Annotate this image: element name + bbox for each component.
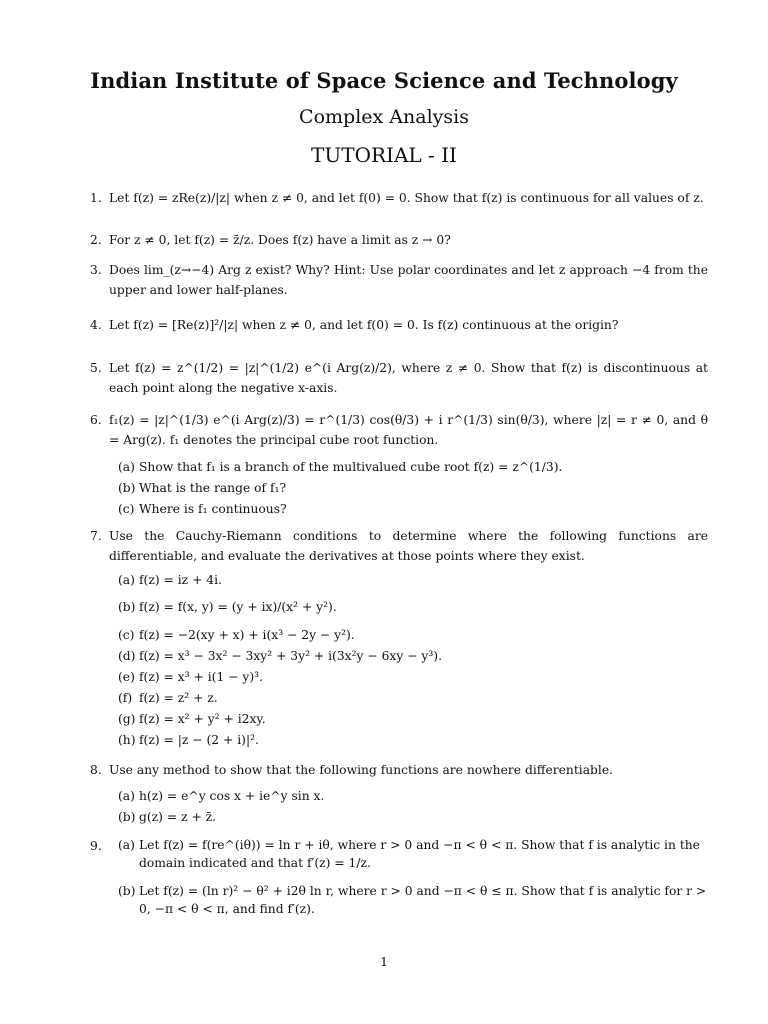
problem-7-part-e bbox=[118, 668, 708, 686]
part-text: f(z) = x³ + i(1 − y)³. bbox=[139, 670, 263, 684]
problem-text: Use the Cauchy-Riemann conditions to determine where the following functions are differentiable, and evaluate the derivatives at those points where they exist. bbox=[109, 529, 708, 563]
part-text: h(z) = e^y cos x + ie^y sin x. bbox=[139, 789, 325, 803]
course-title: Complex Analysis bbox=[299, 106, 469, 128]
part-text: Let f(z) = (ln r)² − θ² + i2θ ln r, where r > 0 and −π < θ ≤ π. Show that f is analytic for r > 0, −π < θ < π, and find f′(z). bbox=[139, 884, 707, 916]
problem-8-part-b bbox=[118, 808, 708, 826]
part-text: f(z) = z² + z. bbox=[139, 691, 218, 705]
problem-number: 2. bbox=[90, 233, 102, 247]
problem-7-part-b bbox=[118, 598, 708, 616]
problem-8 bbox=[90, 760, 708, 780]
part-text: g(z) = z + z̄. bbox=[139, 810, 217, 824]
problem-7-part-c bbox=[118, 626, 708, 644]
problem-7-part-f bbox=[118, 689, 708, 707]
institute-title: Indian Institute of Space Science and Technology bbox=[90, 68, 678, 93]
problem-3 bbox=[90, 260, 708, 300]
problem-7-part-a bbox=[118, 571, 708, 589]
page-number: 1 bbox=[380, 955, 388, 969]
part-label: (b) bbox=[118, 884, 136, 898]
tutorial-title: TUTORIAL - II bbox=[311, 143, 457, 167]
part-text: Let f(z) = f(re^(iθ)) = ln r + iθ, where r > 0 and −π < θ < π. Show that f is analytic in the domain indicated and that f′(z) = 1/z. bbox=[139, 838, 700, 870]
part-text: Where is f₁ continuous? bbox=[139, 502, 287, 516]
part-label: (b) bbox=[118, 600, 136, 614]
problem-number: 3. bbox=[90, 263, 102, 277]
part-text: f(z) = −2(xy + x) + i(x³ − 2y − y²). bbox=[139, 628, 355, 642]
problem-text: Does lim_(z→−4) Arg z exist? Why? Hint: Use polar coordinates and let z approach −4 from the upper and lower half-planes. bbox=[109, 263, 708, 297]
problem-text: Let f(z) = zRe(z)/|z| when z ≠ 0, and let f(0) = 0. Show that f(z) is continuous for all values of z. bbox=[109, 191, 704, 205]
problem-7-part-g bbox=[118, 710, 708, 728]
problem-6 bbox=[90, 410, 708, 450]
part-label: (c) bbox=[118, 628, 135, 642]
part-label: (a) bbox=[118, 789, 135, 803]
part-label: (a) bbox=[118, 838, 135, 852]
part-label: (a) bbox=[118, 460, 135, 474]
part-text: f(z) = f(x, y) = (y + ix)/(x² + y²). bbox=[139, 600, 337, 614]
part-label: (e) bbox=[118, 670, 135, 684]
problem-8-part-a bbox=[118, 787, 708, 805]
problem-7 bbox=[90, 526, 708, 566]
problem-7-part-h bbox=[118, 731, 708, 749]
part-text: f(z) = |z − (2 + i)|². bbox=[139, 733, 259, 747]
part-label: (b) bbox=[118, 810, 136, 824]
problem-number: 6. bbox=[90, 413, 102, 427]
problem-text: f₁(z) = |z|^(1/3) e^(i Arg(z)/3) = r^(1/3) cos(θ/3) + i r^(1/3) sin(θ/3), where |z| = r ≠ 0, and θ = Arg(z). f₁ denotes the principal cube root function. bbox=[109, 413, 708, 447]
part-text: f(z) = x³ − 3x² − 3xy² + 3y² + i(3x²y − 6xy − y³). bbox=[139, 649, 443, 663]
problem-text: Let f(z) = [Re(z)]²/|z| when z ≠ 0, and let f(0) = 0. Is f(z) continuous at the origin? bbox=[109, 318, 619, 332]
problem-number: 1. bbox=[90, 191, 102, 205]
problem-9-part-a bbox=[118, 836, 708, 872]
problem-number: 5. bbox=[90, 361, 102, 375]
problem-number: 7. bbox=[90, 529, 102, 543]
problem-2 bbox=[90, 230, 708, 250]
problem-5 bbox=[90, 358, 708, 398]
problem-text: Use any method to show that the following functions are nowhere differentiable. bbox=[109, 763, 614, 777]
problem-6-part-c bbox=[118, 500, 708, 518]
part-text: Show that f₁ is a branch of the multivalued cube root f(z) = z^(1/3). bbox=[139, 460, 563, 474]
problem-4 bbox=[90, 315, 708, 335]
part-text: What is the range of f₁? bbox=[139, 481, 287, 495]
part-label: (c) bbox=[118, 502, 135, 516]
problem-6-part-a bbox=[118, 458, 708, 476]
part-text: f(z) = x² + y² + i2xy. bbox=[139, 712, 266, 726]
problem-number: 9. bbox=[90, 839, 102, 853]
problem-7-part-d bbox=[118, 647, 708, 665]
problem-text: Let f(z) = z^(1/2) = |z|^(1/2) e^(i Arg(z)/2), where z ≠ 0. Show that f(z) is discontinuous at each point along the negative x-axis. bbox=[109, 361, 708, 395]
part-label: (f) bbox=[118, 691, 133, 705]
part-label: (b) bbox=[118, 481, 136, 495]
problem-1 bbox=[90, 188, 708, 208]
part-label: (d) bbox=[118, 649, 136, 663]
problem-6-part-b bbox=[118, 479, 708, 497]
part-text: f(z) = iz + 4i. bbox=[139, 573, 222, 587]
part-label: (g) bbox=[118, 712, 136, 726]
problem-number: 4. bbox=[90, 318, 102, 332]
part-label: (a) bbox=[118, 573, 135, 587]
problem-number: 8. bbox=[90, 763, 102, 777]
problem-text: For z ≠ 0, let f(z) = z̄/z. Does f(z) have a limit as z → 0? bbox=[109, 233, 451, 247]
part-label: (h) bbox=[118, 733, 136, 747]
problem-9-part-b bbox=[118, 882, 708, 918]
